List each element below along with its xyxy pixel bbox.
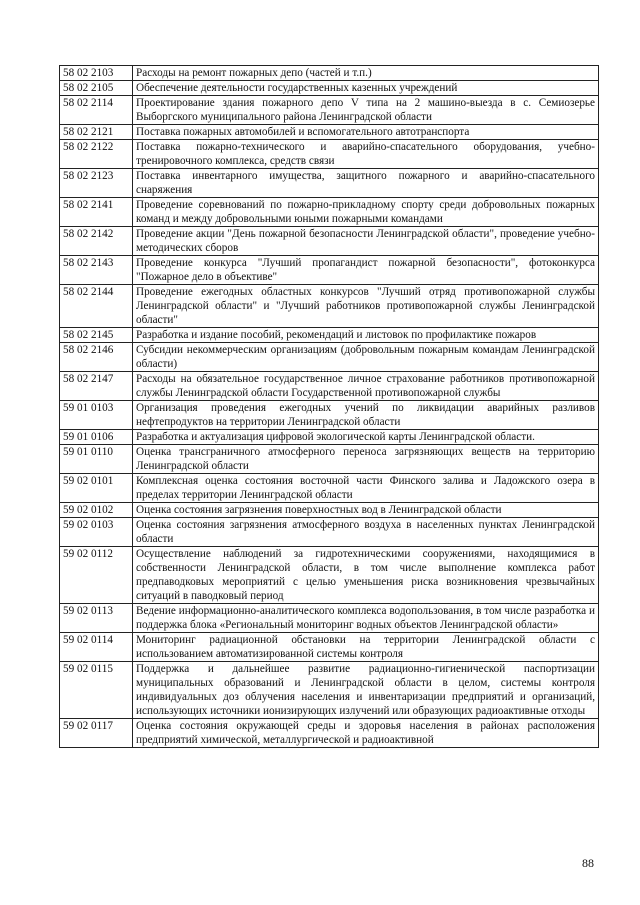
table-row bbox=[60, 633, 599, 662]
description-cell: Осуществление наблюдений за гидротехническими сооружениями, находящимися в собственности Ленинградской области, в том числе выполнение комплекса работ предпаводковых мероприятий с целью уменьшения риска возникновения чрезвычайных ситуаций в паводковый период bbox=[133, 547, 599, 604]
table-row bbox=[60, 401, 599, 430]
description-cell: Поставка инвентарного имущества, защитного пожарного и аварийно-спасательного снаряжения bbox=[133, 169, 599, 198]
budget-code-cell: 59 02 0113 bbox=[60, 604, 133, 633]
description-cell: Разработка и актуализация цифровой экологической карты Ленинградской области. bbox=[133, 430, 599, 445]
table-row bbox=[60, 125, 599, 140]
table-row bbox=[60, 547, 599, 604]
table-row bbox=[60, 169, 599, 198]
table-row bbox=[60, 662, 599, 719]
description-cell: Обеспечение деятельности государственных казенных учреждений bbox=[133, 81, 599, 96]
table-row bbox=[60, 96, 599, 125]
budget-code-cell: 58 02 2147 bbox=[60, 372, 133, 401]
description-cell: Мониторинг радиационной обстановки на территории Ленинградской области с использованием автоматизированной системы контроля bbox=[133, 633, 599, 662]
table-row bbox=[60, 81, 599, 96]
description-cell: Проведение конкурса "Лучший пропагандист пожарной безопасности", фотоконкурса "Пожарное дело в объективе" bbox=[133, 256, 599, 285]
description-cell: Проектирование здания пожарного депо V типа на 2 машино-выезда в с. Семиозерье Выборгского муниципального района Ленинградской области bbox=[133, 96, 599, 125]
budget-code-cell: 58 02 2143 bbox=[60, 256, 133, 285]
description-cell: Поддержка и дальнейшее развитие радиационно-гигиенической паспортизации муниципальных образований и Ленинградской области в целом, системы контроля индивидуальных доз облучения населения и инвентаризации предприятий и организаций, использующих источники ионизирующих излучений или образующих радиоактивные отходы bbox=[133, 662, 599, 719]
table-row bbox=[60, 328, 599, 343]
description-cell: Комплексная оценка состояния восточной части Финского залива и Ладожского озера в пределах территории Ленинградской области bbox=[133, 474, 599, 503]
budget-code-cell: 59 01 0110 bbox=[60, 445, 133, 474]
table-row bbox=[60, 256, 599, 285]
description-cell: Оценка трансграничного атмосферного переноса загрязняющих веществ на территорию Ленинградской области bbox=[133, 445, 599, 474]
budget-code-cell: 59 02 0115 bbox=[60, 662, 133, 719]
page-number: 88 bbox=[582, 856, 594, 870]
table-row bbox=[60, 518, 599, 547]
table-row bbox=[60, 719, 599, 748]
budget-code-cell: 58 02 2145 bbox=[60, 328, 133, 343]
description-cell: Оценка состояния загрязнения атмосферного воздуха в населенных пунктах Ленинградской области bbox=[133, 518, 599, 547]
budget-code-table bbox=[59, 65, 599, 748]
description-cell: Разработка и издание пособий, рекомендаций и листовок по профилактике пожаров bbox=[133, 328, 599, 343]
budget-code-cell: 58 02 2122 bbox=[60, 140, 133, 169]
budget-code-cell: 59 02 0101 bbox=[60, 474, 133, 503]
description-cell: Ведение информационно-аналитического комплекса водопользования, в том числе разработка и поддержка блока «Региональный мониторинг водных объектов Ленинградской области» bbox=[133, 604, 599, 633]
description-cell: Расходы на ремонт пожарных депо (частей и т.п.) bbox=[133, 66, 599, 81]
description-cell: Организация проведения ежегодных учений по ликвидации аварийных разливов нефтепродуктов на территории Ленинградской области bbox=[133, 401, 599, 430]
budget-code-cell: 58 02 2105 bbox=[60, 81, 133, 96]
table-row bbox=[60, 474, 599, 503]
budget-code-cell: 58 02 2114 bbox=[60, 96, 133, 125]
budget-code-cell: 59 02 0103 bbox=[60, 518, 133, 547]
table-row bbox=[60, 430, 599, 445]
description-cell: Проведение ежегодных областных конкурсов "Лучший отряд противопожарной службы Ленинградской области" и "Лучший работников противопожарной службы Ленинградской области" bbox=[133, 285, 599, 328]
budget-code-cell: 59 02 0102 bbox=[60, 503, 133, 518]
table-body bbox=[60, 66, 599, 748]
description-cell: Поставка пожарно-технического и аварийно-спасательного оборудования, учебно-тренировочного комплекса, средств связи bbox=[133, 140, 599, 169]
description-cell: Расходы на обязательное государственное личное страхование работников противопожарной службы Ленинградской области Государственной противопожарной службы bbox=[133, 372, 599, 401]
description-cell: Проведение соревнований по пожарно-прикладному спорту среди добровольных пожарных команд и между добровольными юными пожарными командами bbox=[133, 198, 599, 227]
table-row bbox=[60, 445, 599, 474]
budget-code-cell: 58 02 2121 bbox=[60, 125, 133, 140]
description-cell: Поставка пожарных автомобилей и вспомогательного автотранспорта bbox=[133, 125, 599, 140]
table-row bbox=[60, 503, 599, 518]
budget-code-cell: 59 01 0106 bbox=[60, 430, 133, 445]
description-cell: Оценка состояния загрязнения поверхностных вод в Ленинградской области bbox=[133, 503, 599, 518]
table-row bbox=[60, 198, 599, 227]
budget-code-cell: 58 02 2142 bbox=[60, 227, 133, 256]
table-row bbox=[60, 604, 599, 633]
budget-code-cell: 59 02 0117 bbox=[60, 719, 133, 748]
table-row bbox=[60, 372, 599, 401]
budget-code-cell: 58 02 2123 bbox=[60, 169, 133, 198]
budget-code-cell: 58 02 2103 bbox=[60, 66, 133, 81]
table-row bbox=[60, 140, 599, 169]
table-row bbox=[60, 66, 599, 81]
budget-code-cell: 58 02 2146 bbox=[60, 343, 133, 372]
document-page bbox=[59, 65, 599, 748]
budget-code-cell: 59 02 0114 bbox=[60, 633, 133, 662]
description-cell: Субсидии некоммерческим организациям (добровольным пожарным командам Ленинградской области) bbox=[133, 343, 599, 372]
description-cell: Проведение акции "День пожарной безопасности Ленинградской области", проведение учебно-методических сборов bbox=[133, 227, 599, 256]
table-row bbox=[60, 285, 599, 328]
budget-code-cell: 59 01 0103 bbox=[60, 401, 133, 430]
table-row bbox=[60, 227, 599, 256]
budget-code-cell: 59 02 0112 bbox=[60, 547, 133, 604]
budget-code-cell: 58 02 2144 bbox=[60, 285, 133, 328]
budget-code-cell: 58 02 2141 bbox=[60, 198, 133, 227]
table-row bbox=[60, 343, 599, 372]
description-cell: Оценка состояния окружающей среды и здоровья населения в районах расположения предприятий химической, металлургической и радиоактивной bbox=[133, 719, 599, 748]
